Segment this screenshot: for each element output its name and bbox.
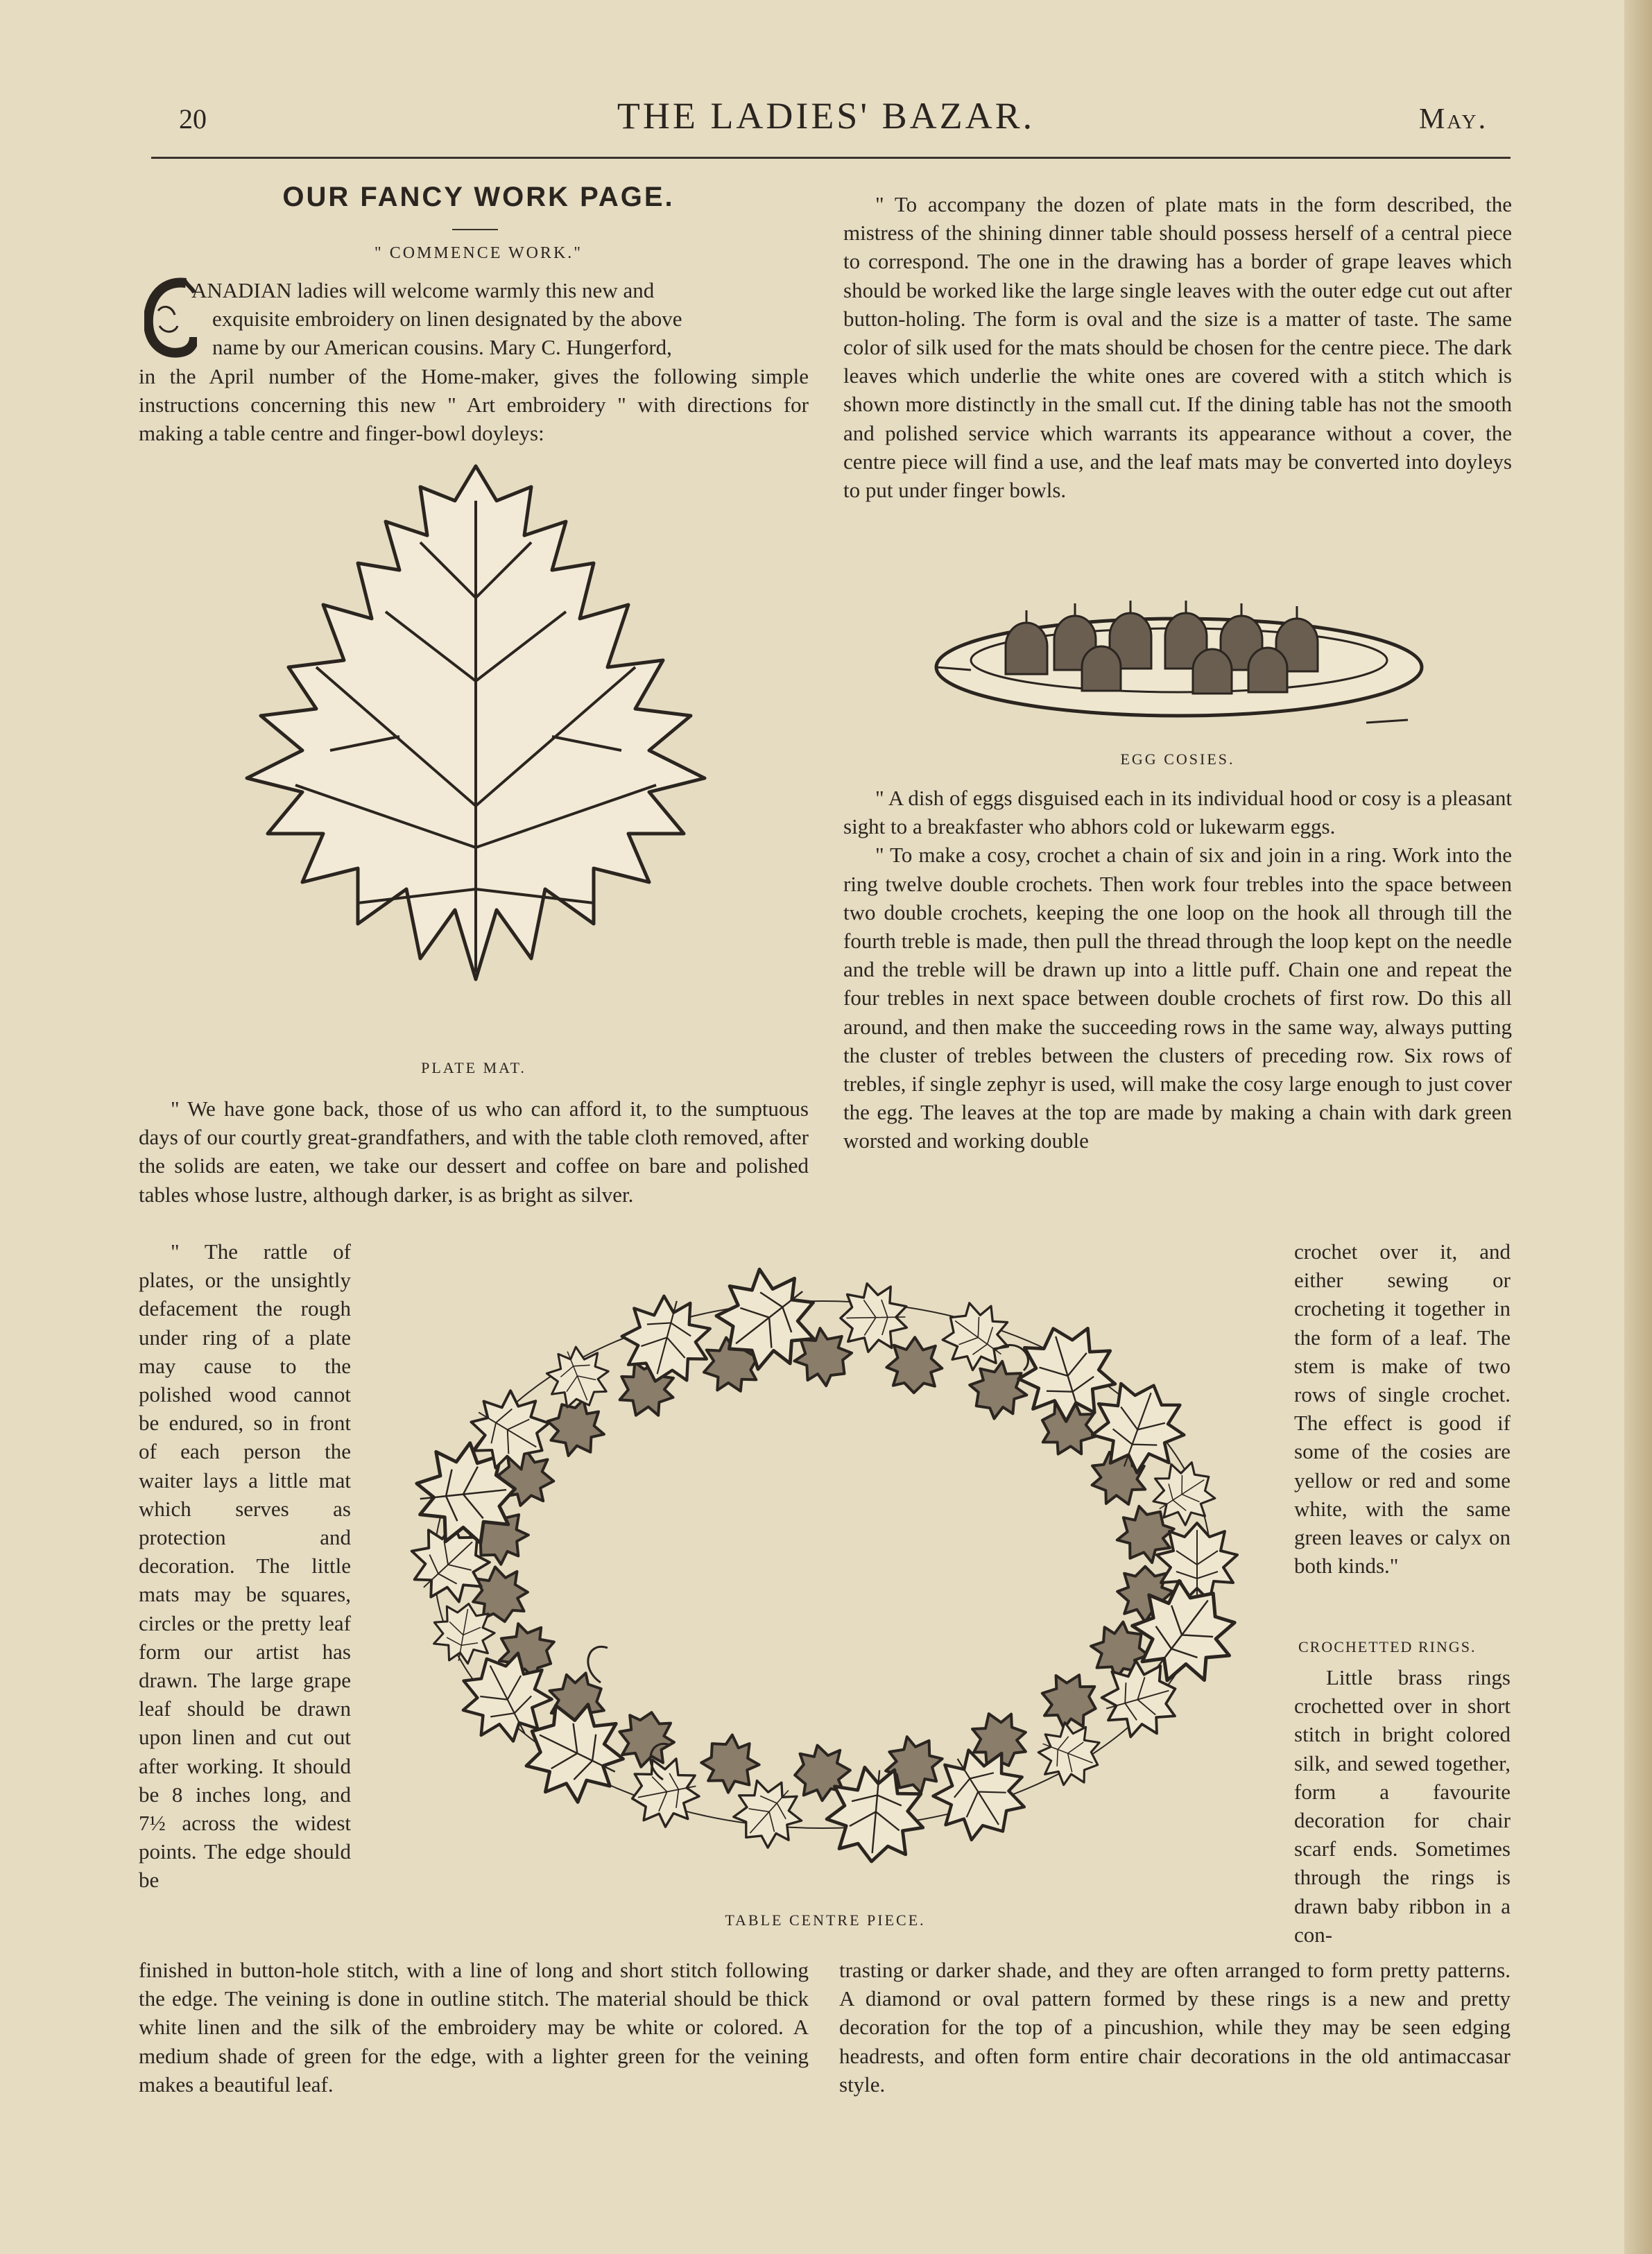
heading-rule: [452, 229, 498, 230]
intro-paragraph: [139, 276, 809, 447]
page-number: 20: [179, 103, 207, 135]
wreath-dark-leaf: [614, 1707, 679, 1773]
right-egg-text: [843, 784, 1512, 1155]
egg-cosies-illustration: [922, 584, 1436, 743]
header-rule: [151, 157, 1511, 159]
plate-mat-illustration: [205, 459, 746, 1049]
accompany-paragraph: " To accompany the dozen of plate mats in the form described, the mistress of the shining dinner table should possess herself of a central piece to correspond. The one in the drawing has a border of grape leaves which should be worked like the large single leaves with the outer edge cut out after button-holing. The form is oval and the size is a matter of taste. The same color of silk used for the mats should be chosen for the centre piece. The dark leaves which underlie the white ones are covered with a stitch which is shown more distinctly in the small cut. If the dining table has not the smooth and polished service which warrants its appearance without a cover, the centre piece will find a use, and the leaf mats may be converted into doyleys to put under finger bowls.: [843, 192, 1512, 503]
intro-line-2: exquisite embroidery on linen designated by the above: [212, 307, 682, 332]
plate-mat-caption: PLATE MAT.: [421, 1059, 526, 1076]
wreath-dark-leaf: [886, 1337, 943, 1393]
cosy-paragraph-side: crochet over it, and either sewing or crocheting it together in the form of a leaf. The stem is make of two rows of single crochet. The effect is good if some of the cosies are yellow or red and some white, with the same green leaves or calyx on both kinds.": [1294, 1239, 1511, 1578]
intro-line-3: name by our American cousins. Mary C. Hungerford,: [212, 335, 672, 360]
section-subheading: " COMMENCE WORK.": [374, 244, 583, 262]
intro-first-line: ANADIAN ladies will welcome warmly this new and: [191, 278, 655, 302]
page-edge: [1624, 0, 1652, 2254]
table-centre-caption: TABLE CENTRE PIECE.: [725, 1911, 926, 1929]
issue-month: May.: [1419, 103, 1488, 135]
rattle-paragraph-end: finished in button-hole stitch, with a line of long and short stitch following the edge. The veining is done in outline stitch. The material should be thick white linen and the silk of the embroidery may be white or colored. A medium shade of green for the edge, with a lighter green for the veining makes a beautiful leaf.: [139, 1958, 809, 2097]
rings-paragraph-side: Little brass rings crochetted over in short stitch in bright colored silk, and sewed together, form a favourite decoration for chair scarf ends. Sometimes through the rings is drawn baby ribbon in a con-: [1294, 1665, 1511, 1947]
egg-cosies-caption: EGG COSIES.: [1120, 750, 1235, 768]
wreath-dark-leaf: [538, 1391, 614, 1467]
cosy-paragraph: " To make a cosy, crochet a chain of six and join in a ring. Work into the ring twelve double crochets. Then work four trebles into the space between two double crochets, keeping the one loop on the hook all through till the fourth treble is made, then pull the thread through the loop kept on the needle and the treble will be drawn up into a little puff. Chain one and repeat the four trebles in next space between double crochets of first row. Do this all around, and then make the succeeding rows in the same way, always putting the cluster of trebles between the clusters of preceding row. Six rows of trebles, if single zephyr is used, will make the cosy large enough to just cover the egg. The leaves at the top are made by making a chain with dark green worsted and working double: [843, 843, 1512, 1153]
page-heading: OUR FANCY WORK PAGE.: [282, 182, 675, 212]
wreath-dark-leaf: [1035, 1667, 1103, 1735]
rattle-paragraph: " The rattle of plates, or the unsightly defacement the rough under ring of a plate may cause to the polished wood cannot be endured, so in front of each person the waiter lays a little mat which serves as protection and decoration. The little mats may be squares, circles or the pretty leaf form our artist has drawn. The large grape leaf should be drawn upon linen and cut out after working. It should be 8 inches long, and 7½ across the widest points. The edge should be: [139, 1239, 351, 1893]
magazine-title: THE LADIES' BAZAR.: [617, 95, 1035, 137]
rings-heading: CROCHETTED RINGS.: [1298, 1638, 1477, 1655]
gone-back-paragraph: " We have gone back, those of us who can afford it, to the sumptuous days of our courtly great-grandfathers, and with the table cloth removed, after the solids are eaten, we take our dessert and coffee on bare and polished tables whose lustre, although darker, is as bright as silver.: [139, 1096, 809, 1207]
dish-paragraph: " A dish of eggs disguised each in its individual hood or cosy is a pleasant sight to a breakfaster who abhors cold or lukewarm eggs.: [843, 786, 1512, 839]
intro-rest: in the April number of the Home-maker, gives the following simple instructions concerning this new " Art embroidery " with directions for making a table centre and finger-bowl doyleys:: [139, 363, 809, 446]
table-centre-piece-illustration: [372, 1253, 1273, 1877]
rings-paragraph-end: trasting or darker shade, and they are often arranged to form pretty patterns. A diamond or oval pattern formed by these rings is a new and pretty decoration for the top of a pincushion, while they may be seen edging headrests, and often form entire chair decorations in the old antimaccasar style.: [839, 1958, 1511, 2097]
